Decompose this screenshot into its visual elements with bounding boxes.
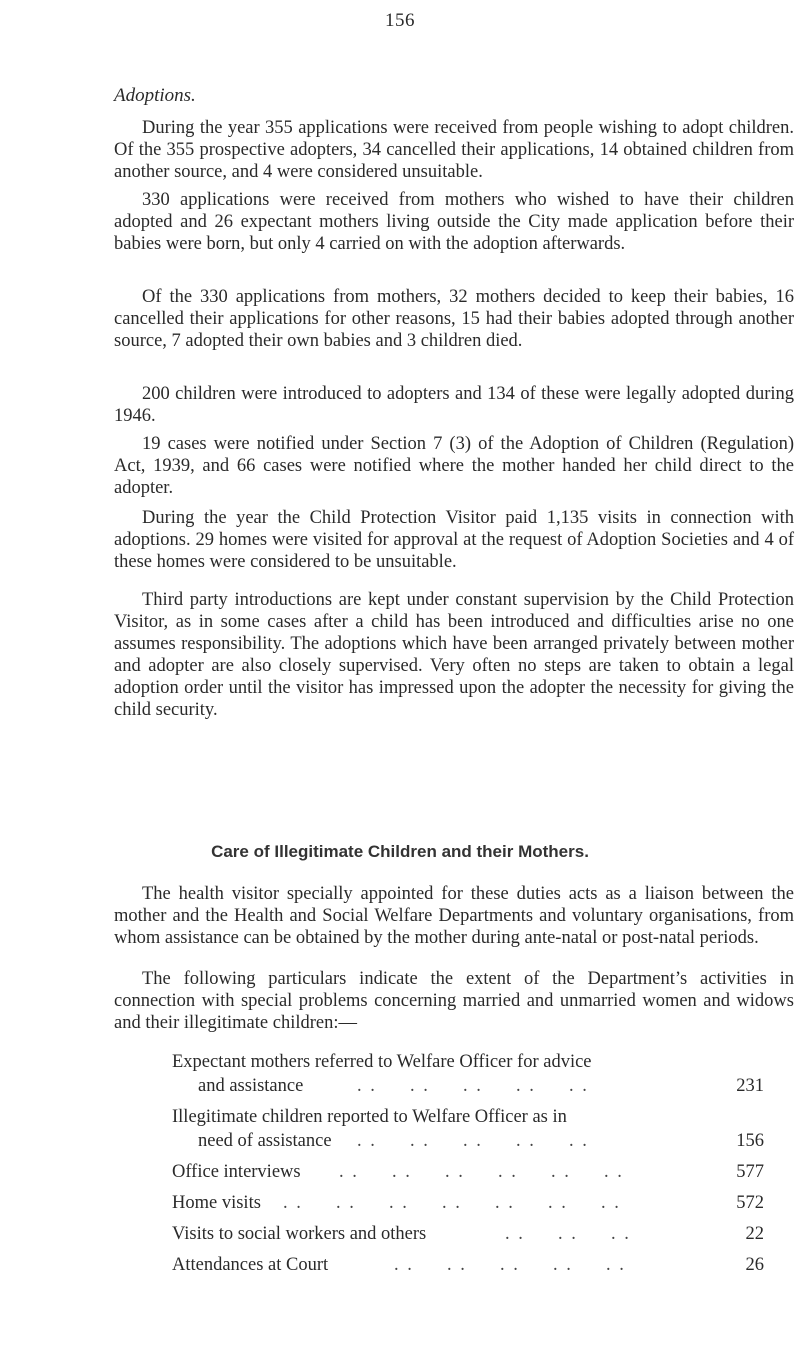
page-number: 156 (385, 10, 415, 31)
section-heading-adoptions: Adoptions. (114, 85, 196, 106)
stat-value: 156 (736, 1131, 764, 1151)
stat-value: 26 (745, 1255, 764, 1275)
dot-leader: . . . . . . . . . . . . (339, 1162, 624, 1182)
paragraph-particulars-intro: The following particulars indicate the extent of the Department’s activities in connection with special problems concerning married and unmarried women and widows and their illegitimate children:— (114, 969, 794, 1033)
paragraph-section-7-cases: 19 cases were notified under Section 7 (3) of the Adoption of Children (Regulation) Act, 1939, and 66 cases were notified where the mother handed her child direct to the adopter. (114, 434, 794, 498)
stat-row-expectant-mothers (172, 1050, 764, 1098)
paragraph-mothers-outcomes: Of the 330 applications from mothers, 32 mothers decided to keep their babies, 16 cancelled their applications for other reasons, 15 had their babies adopted through another source, 7 adopted their own babies and 3 children died. (114, 287, 794, 351)
statistics-list (172, 1050, 764, 1284)
paragraph-introductions: 200 children were introduced to adopters and 134 of these were legally adopted during 1946. (114, 384, 794, 426)
subheading-illegitimate-children: Care of Illegitimate Children and their Mothers. (211, 842, 589, 861)
paragraph-health-visitor: The health visitor specially appointed for these duties acts as a liaison between the mother and the Health and Social Welfare Departments and voluntary organisations, from whom assistance can be obtained by the mother during ante-natal or post-natal periods. (114, 884, 794, 948)
dot-leader: . . . . . . . . . . (394, 1255, 626, 1275)
stat-row-home-visits (172, 1191, 764, 1215)
stat-label: Attendances at Court (172, 1255, 329, 1275)
stat-row-social-worker-visits (172, 1222, 764, 1246)
dot-leader: . . . . . . . . . . (357, 1076, 589, 1096)
stat-label: Home visits (172, 1193, 261, 1213)
stat-value: 231 (736, 1076, 764, 1096)
stat-row-office-interviews (172, 1160, 764, 1184)
stat-label: Expectant mothers referred to Welfare Officer for advice (172, 1052, 592, 1072)
stat-value: 577 (736, 1162, 764, 1182)
stat-row-court-attendances (172, 1253, 764, 1277)
paragraph-mothers-applications: 330 applications were received from mothers who wished to have their children adopted and 26 expectant mothers living outside the City made application before their babies were born, but only 4 carried on with the adoption afterwards. (114, 190, 794, 254)
stat-label: Office interviews (172, 1162, 301, 1182)
dot-leader: . . . . . . (505, 1224, 631, 1244)
paragraph-applications: During the year 355 applications were received from people wishing to adopt children. Of the 355 prospective adopters, 34 cancelled their applications, 14 obtained children from another source, and 4 were considered unsuitable. (114, 118, 794, 182)
paragraph-visitor-visits: During the year the Child Protection Visitor paid 1,135 visits in connection with adoptions. 29 homes were visited for approval at the request of Adoption Societies and 4 of these homes were considered to be unsuitable. (114, 508, 794, 572)
dot-leader: . . . . . . . . . . . . . . (283, 1193, 621, 1213)
stat-label-continued: need of assistance (198, 1131, 332, 1151)
stat-value: 22 (745, 1224, 764, 1244)
stat-label: Illegitimate children reported to Welfare Officer as in (172, 1107, 567, 1127)
paragraph-third-party: Third party introductions are kept under constant supervision by the Child Protection Visitor, as in some cases after a child has been introduced and difficulties arise no one assumes responsibility. The adoptions which have been arranged privately between mother and adopter are also closely supervised. Very often no steps are taken to obtain a legal adoption order until the visitor has impressed upon the adopter the necessity for giving the child security. (114, 590, 794, 720)
stat-value: 572 (736, 1193, 764, 1213)
stat-row-illegitimate-children (172, 1105, 764, 1153)
stat-label: Visits to social workers and others (172, 1224, 427, 1244)
dot-leader: . . . . . . . . . . (357, 1131, 589, 1151)
stat-label-continued: and assistance (198, 1076, 304, 1096)
